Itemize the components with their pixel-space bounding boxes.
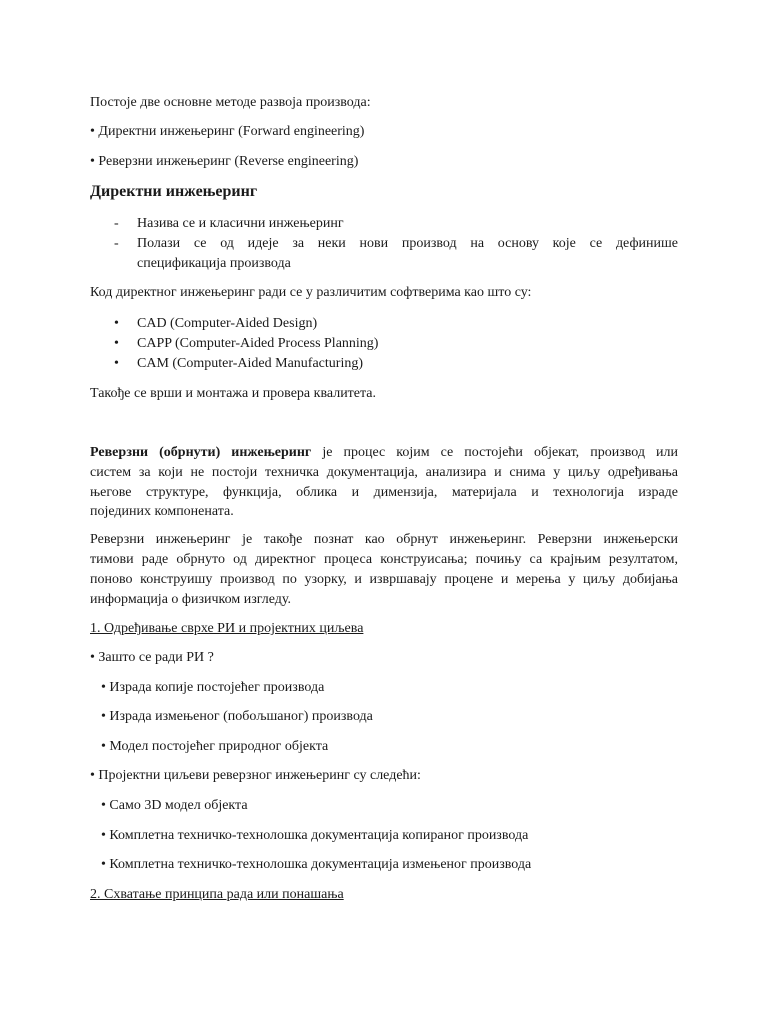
reverse-definition-line-3: његове структуре, функција, облика и димензија, материјала и технологија израде: [90, 485, 678, 500]
goals-intro: • Пројектни циљеви реверзног инжењеринг су следећи:: [90, 768, 421, 783]
reverse-paragraph-line-1: Реверзни инжењеринг је такође познат као обрнут инжењеринг. Реверзни инжењерски: [90, 532, 678, 547]
bullet-marker: •: [114, 336, 119, 351]
goal-item-1: • Само 3D модел објекта: [101, 798, 248, 813]
dash-item-1: Назива се и класични инжењеринг: [137, 216, 344, 231]
why-item-1: • Израда копије постојећег производа: [101, 680, 325, 695]
software-intro: Код директног инжењеринг ради се у различитим софтверима као што су:: [90, 285, 532, 300]
method-reverse: • Реверзни инжењеринг (Reverse engineering): [90, 154, 359, 169]
section-1-title: 1. Одређивање сврхе РИ и пројектних циљева: [90, 621, 364, 636]
why-item-3: • Модел постојећег природног објекта: [101, 739, 329, 754]
why-question: • Зашто се ради РИ ?: [90, 650, 214, 665]
reverse-def-rest: је процес којим се постојећи објекат, производ или: [311, 445, 678, 460]
bullet-marker: •: [114, 316, 119, 331]
reverse-definition-line-2: систем за који не постоји техничка документација, анализира и снима у циљу одређивања: [90, 465, 678, 480]
dash-marker: -: [114, 216, 119, 231]
reverse-term: Реверзни (обрнути) инжењеринг: [90, 445, 312, 460]
software-cam: CAM (Computer-Aided Manufacturing): [137, 356, 364, 371]
reverse-definition-line-1: [90, 443, 678, 463]
software-cad: CAD (Computer-Aided Design): [137, 316, 318, 331]
intro-line: Постоје две основне методе развоја производа:: [90, 95, 371, 110]
dash-marker: -: [114, 236, 119, 251]
reverse-paragraph-line-2: тимови раде обрнуто од директног процеса конструисања; почињу са крајњим резултатом,: [90, 552, 678, 567]
section-2-title: 2. Схватање принципа рада или понашања: [90, 887, 344, 902]
why-item-2: • Израда измењеног (побољшаног) производа: [101, 709, 373, 724]
reverse-definition-line-4: појединих компонената.: [90, 504, 234, 519]
bullet-marker: •: [114, 356, 119, 371]
reverse-paragraph-line-4: информација о физичком изгледу.: [90, 592, 292, 607]
goal-item-3: • Комплетна техничко-технолошка документација измењеног производа: [101, 857, 532, 872]
dash-item-2-cont: спецификација производа: [137, 256, 291, 271]
forward-note: Такође се врши и монтажа и провера квалитета.: [90, 386, 377, 401]
software-capp: CAPP (Computer-Aided Process Planning): [137, 336, 379, 351]
forward-heading: Директни инжењеринг: [90, 183, 258, 200]
dash-item-2: Полази се од идеје за неки нови производ на основу које се дефинише: [137, 236, 678, 251]
method-forward: • Директни инжењеринг (Forward engineering): [90, 124, 365, 139]
goal-item-2: • Комплетна техничко-технолошка документација копираног производа: [101, 828, 529, 843]
reverse-paragraph-line-3: поново конструишу производ по узорку, и извршавају процене и мерења у циљу добијања: [90, 572, 678, 587]
